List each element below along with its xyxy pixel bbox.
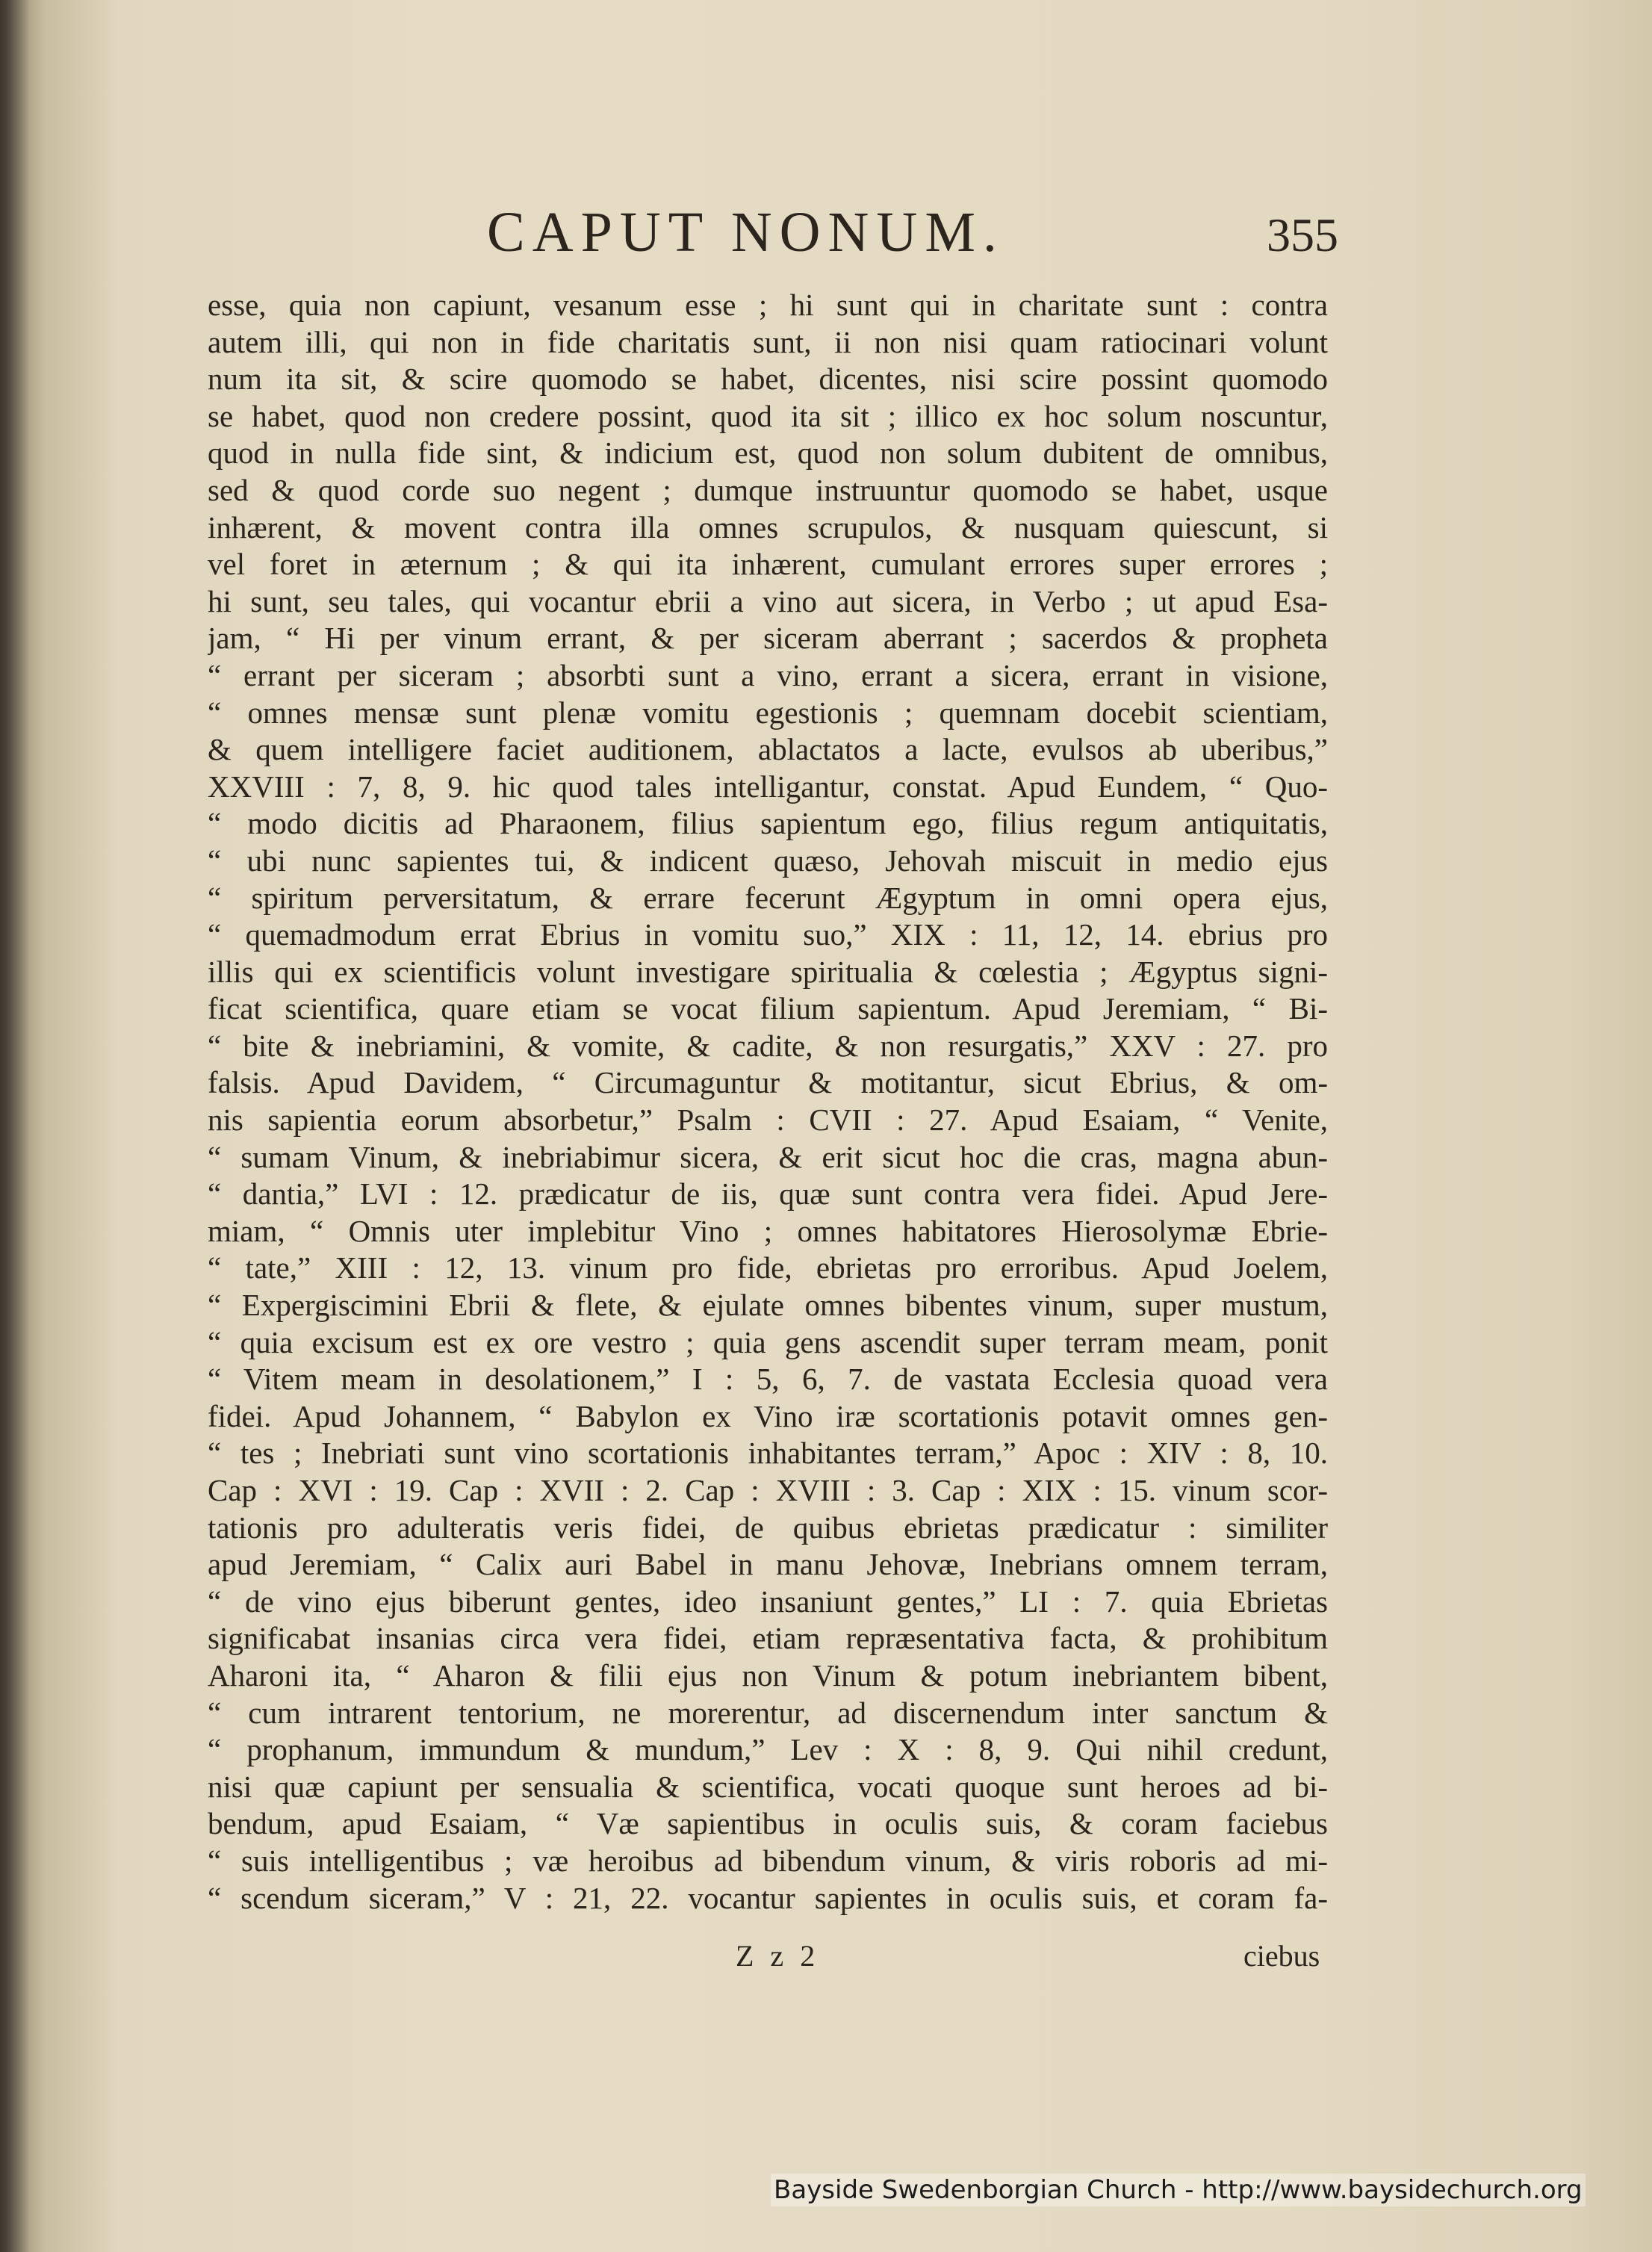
text-line: “ quia excisum est ex ore vestro ; quia gens ascendit super terram meam, ponit <box>208 1324 1328 1359</box>
text-line: significabat insanias circa vera fidei, etiam repræsentativa facta, & prohibitum <box>208 1621 1328 1656</box>
text-line: “ suis intelligentibus ; væ heroibus ad bibendum vinum, & viris roboris ad mi- <box>208 1843 1328 1878</box>
text-line: “ Vitem meam in desolationem,” I : 5, 6, 7. de vastata Ecclesia quoad vera <box>208 1362 1328 1397</box>
text-line: fidei. Apud Johannem, “ Babylon ex Vino iræ scortationis potavit omnes gen- <box>208 1398 1328 1433</box>
text-line: “ sumam Vinum, & inebriabimur sicera, & erit sicut hoc die cras, magna abun- <box>208 1139 1328 1174</box>
spine-shadow <box>0 0 30 2252</box>
text-line: “ cum intrarent tentorium, ne morerentur, ad discernendum inter sanctum & <box>208 1695 1328 1730</box>
watermark-caption: Bayside Swedenborgian Church - http://www.baysidechurch.org <box>771 2174 1586 2206</box>
text-line: Cap : XVI : 19. Cap : XVII : 2. Cap : XVIII : 3. Cap : XIX : 15. vinum scor- <box>208 1473 1328 1507</box>
text-line: “ dantia,” LVI : 12. prædicatur de iis, quæ sunt contra vera fidei. Apud Jere- <box>208 1176 1328 1212</box>
text-line: apud Jeremiam, “ Calix auri Babel in manu Jehovæ, Inebrians omnem terram, <box>208 1547 1328 1582</box>
text-line: “ ubi nunc sapientes tui, & indicent quæso, Jehovah miscuit in medio ejus <box>208 843 1328 878</box>
text-line: sed & quod corde suo negent ; dumque instruuntur quomodo se habet, usque <box>208 472 1328 507</box>
text-line: inhærent, & movent contra illa omnes scrupulos, & nusquam quiescunt, si <box>208 509 1328 545</box>
text-line: quod in nulla fide sint, & indicium est, quod non solum dubitent de omnibus, <box>208 435 1328 471</box>
text-line: “ scendum siceram,” V : 21, 22. vocantur sapientes in oculis suis, et coram fa- <box>208 1880 1328 1915</box>
text-line: ficat scientifica, quare etiam se vocat filium sapientum. Apud Jeremiam, “ Bi- <box>208 991 1328 1026</box>
text-line: “ spiritum perversitatum, & errare fecerunt Ægyptum in omni opera ejus, <box>208 880 1328 915</box>
text-line: & quem intelligere faciet auditionem, ablactatos a lacte, evulsos ab uberibus,” <box>208 732 1328 767</box>
page-header <box>487 200 1338 275</box>
catchword: ciebus <box>1243 1939 1320 1973</box>
text-line: “ tes ; Inebriati sunt vino scortationis inhabitantes terram,” Apoc : XIV : 8, 10. <box>208 1436 1328 1471</box>
text-line: esse, quia non capiunt, vesanum esse ; hi sunt qui in charitate sunt : contra <box>208 288 1328 322</box>
text-line: “ tate,” XIII : 12, 13. vinum pro fide, ebrietas pro erroribus. Apud Joelem, <box>208 1250 1328 1285</box>
running-title: CAPUT NONUM. <box>487 201 1004 264</box>
text-line: “ modo dicitis ad Pharaonem, filius sapientum ego, filius regum antiquitatis, <box>208 806 1328 841</box>
text-line: se habet, quod non credere possint, quod ita sit ; illico ex hoc solum noscuntur, <box>208 398 1328 433</box>
text-line: bendum, apud Esaiam, “ Væ sapientibus in oculis suis, & coram faciebus <box>208 1806 1328 1841</box>
text-line: “ quemadmodum errat Ebrius in vomitu suo,” XIX : 11, 12, 14. ebrius pro <box>208 917 1328 952</box>
text-line: miam, “ Omnis uter implebitur Vino ; omnes habitatores Hierosolymæ Ebrie- <box>208 1213 1328 1248</box>
text-line: nisi quæ capiunt per sensualia & scientifica, vocati quoque sunt heroes ad bi- <box>208 1769 1328 1804</box>
text-line: tationis pro adulteratis veris fidei, de quibus ebrietas prædicatur : similiter <box>208 1510 1328 1545</box>
text-line: autem illi, qui non in fide charitatis sunt, ii non nisi quam ratiocinari volunt <box>208 324 1328 359</box>
page-number: 355 <box>1267 208 1338 261</box>
text-line: jam, “ Hi per vinum errant, & per siceram aberrant ; sacerdos & propheta <box>208 621 1328 656</box>
text-line: “ errant per siceram ; absorbti sunt a vino, errant a sicera, errant in visione, <box>208 657 1328 692</box>
text-line: “ omnes mensæ sunt plenæ vomitu egestionis ; quemnam docebit scientiam, <box>208 695 1328 730</box>
text-line: num ita sit, & scire quomodo se habet, dicentes, nisi scire possint quomodo <box>208 362 1328 397</box>
text-line: nis sapientia eorum absorbetur,” Psalm : CVII : 27. Apud Esaiam, “ Venite, <box>208 1102 1328 1138</box>
text-line: Aharoni ita, “ Aharon & filii ejus non Vinum & potum inebriantem bibent, <box>208 1657 1328 1693</box>
signature-mark: Z z 2 <box>736 1939 820 1973</box>
text-line: XXVIII : 7, 8, 9. hic quod tales intelligantur, constat. Apud Eundem, “ Quo- <box>208 769 1328 804</box>
text-line: “ prophanum, immundum & mundum,” Lev : X : 8, 9. Qui nihil credunt, <box>208 1732 1328 1767</box>
text-line: vel foret in æternum ; & qui ita inhærent, cumulant errores super errores ; <box>208 547 1328 582</box>
text-line: illis qui ex scientificis volunt investigare spiritualia & cœlestia ; Ægyptus signi- <box>208 954 1328 989</box>
text-line: “ de vino ejus biberunt gentes, ideo insaniunt gentes,” LI : 7. quia Ebrietas <box>208 1583 1328 1619</box>
text-line: “ Expergiscimini Ebrii & flete, & ejulate omnes bibentes vinum, super mustum, <box>208 1288 1328 1323</box>
text-line: falsis. Apud Davidem, “ Circumaguntur & motitantur, sicut Ebrius, & om- <box>208 1065 1328 1100</box>
text-line: “ bite & inebriamini, & vomite, & cadite, & non resurgatis,” XXV : 27. pro <box>208 1028 1328 1063</box>
body-text <box>208 287 1328 1917</box>
text-line: hi sunt, seu tales, qui vocantur ebrii a vino aut sicera, in Verbo ; ut apud Esa- <box>208 583 1328 618</box>
